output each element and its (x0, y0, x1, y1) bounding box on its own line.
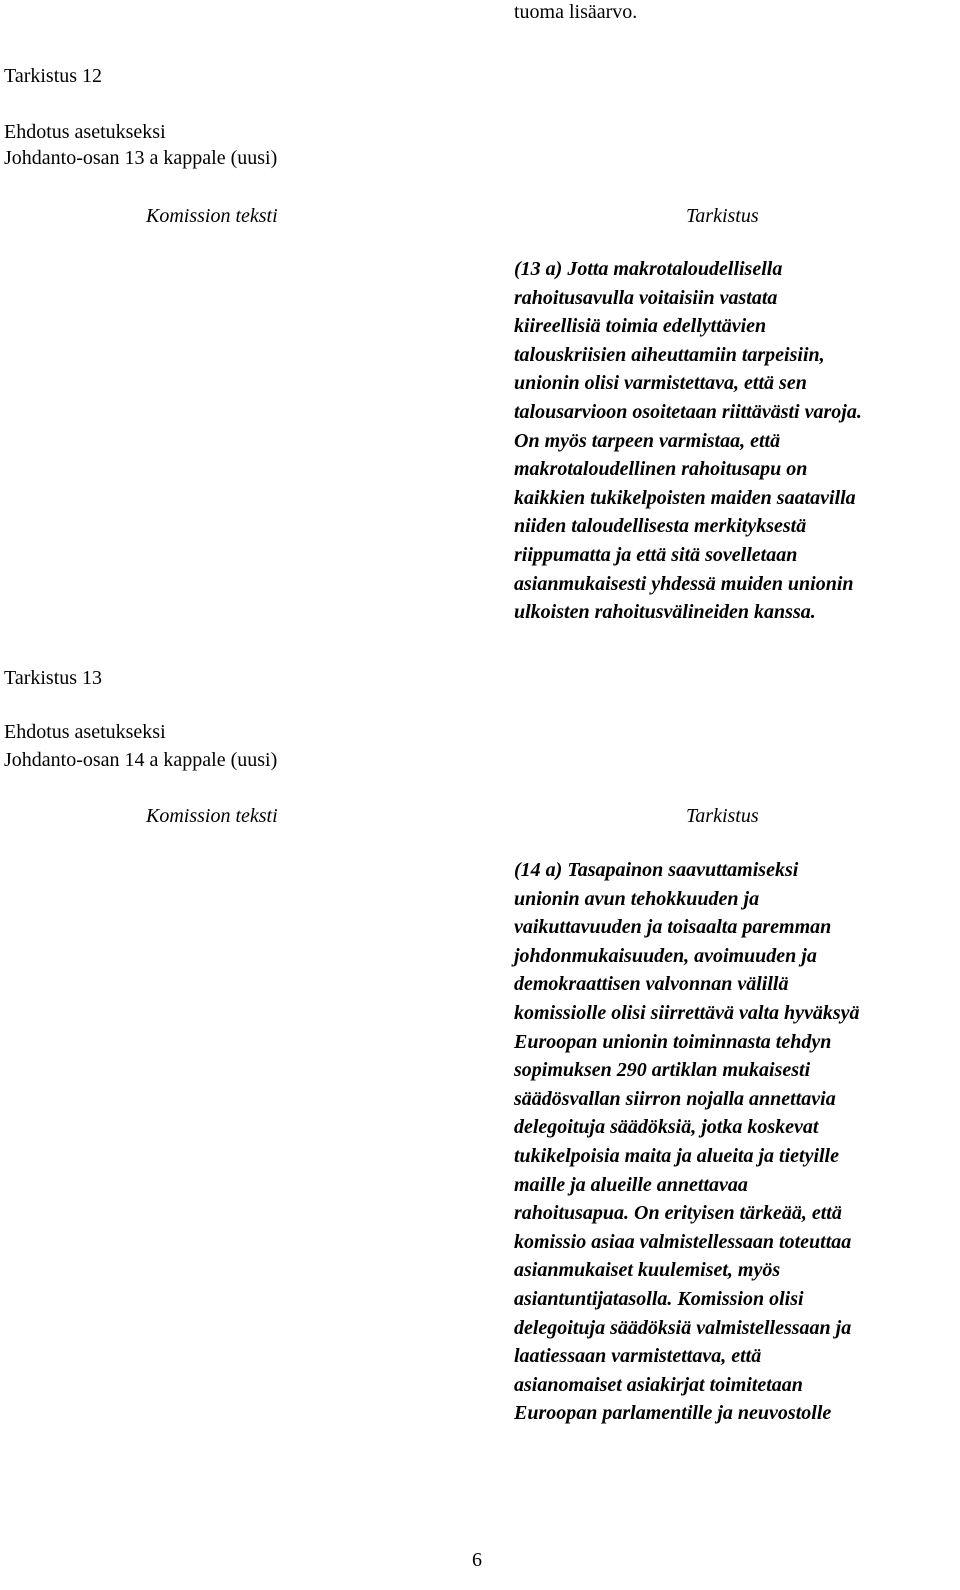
amendment-12-line: kiireellisiä toimia edellyttävien (514, 315, 767, 338)
amendment-13-amendment-header: Tarkistus (686, 805, 759, 827)
amendment-13-line: sopimuksen 290 artiklan mukaisesti (514, 1059, 811, 1082)
amendment-13-line: laatiessaan varmistettava, että (514, 1345, 762, 1368)
amendment-13-line: johdonmukaisuuden, avoimuuden ja (514, 944, 817, 967)
amendment-13-line: maille ja alueille annettavaa (514, 1173, 748, 1196)
amendment-12-line: talouskriisien aiheuttamiin tarpeisiin, (514, 343, 825, 366)
amendment-12-line: ulkoisten rahoitusvälineiden kanssa. (514, 601, 816, 624)
amendment-12-proposal: Ehdotus asetukseksi (4, 121, 166, 143)
amendment-12-reference: Johdanto-osan 13 a kappale (uusi) (4, 147, 278, 169)
amendment-13-line: (14 a) Tasapainon saavuttamiseksi (514, 859, 799, 881)
amendment-12-line: asianmukaisesti yhdessä muiden unionin (514, 572, 854, 595)
amendment-13-text (514, 856, 954, 1428)
amendment-13-line: säädösvallan siirron nojalla annettavia (514, 1087, 836, 1110)
amendment-12-line: riippumatta ja että sitä sovelletaan (514, 543, 798, 566)
amendment-12-line: rahoitusavulla voitaisiin vastata (514, 286, 778, 309)
amendment-12-line: talousarvioon osoitetaan riittävästi varoja. (514, 400, 862, 423)
amendment-12-text (514, 255, 954, 627)
amendment-13-line: asiantuntijatasolla. Komission olisi (514, 1287, 804, 1310)
amendment-13-line: asianomaiset asiakirjat toimitetaan (514, 1373, 803, 1396)
amendment-13-line: komissiolle olisi siirrettävä valta hyväksyä (514, 1001, 860, 1024)
amendment-13-line: tukikelpoisia maita ja alueita ja tietyille (514, 1144, 839, 1167)
amendment-13-line: delegoituja säädöksiä valmistellessaan ja (514, 1316, 852, 1339)
amendment-13-line: komissio asiaa valmistellessaan toteuttaa (514, 1230, 852, 1253)
amendment-13-proposal: Ehdotus asetukseksi (4, 721, 166, 743)
page-number: 6 (472, 1549, 482, 1571)
amendment-13-line: unionin avun tehokkuuden ja (514, 887, 760, 910)
amendment-13-line: demokraattisen valvonnan välillä (514, 973, 789, 996)
amendment-13-line: rahoitusapua. On erityisen tärkeää, että (514, 1202, 842, 1225)
amendment-12-commission-text-header: Komission teksti (146, 205, 278, 227)
amendment-12-line: (13 a) Jotta makrotaloudellisella (514, 258, 783, 280)
amendment-13-commission-text-header: Komission teksti (146, 805, 278, 827)
amendment-12-line: makrotaloudellinen rahoitusapu on (514, 458, 808, 481)
continuation-text: tuoma lisäarvo. (514, 1, 638, 23)
amendment-12-line: kaikkien tukikelpoisten maiden saatavilla (514, 486, 856, 509)
amendment-12-line: niiden taloudellisesta merkityksestä (514, 515, 807, 538)
amendment-13-line: delegoituja säädöksiä, jotka koskevat (514, 1116, 819, 1139)
amendment-13-title: Tarkistus 13 (4, 667, 103, 689)
amendment-12-amendment-header: Tarkistus (686, 205, 759, 227)
amendment-12-line: On myös tarpeen varmistaa, että (514, 429, 781, 452)
amendment-13-line: asianmukaiset kuulemiset, myös (514, 1259, 781, 1282)
amendment-13-line: Euroopan parlamentille ja neuvostolle (514, 1402, 832, 1425)
amendment-13-line: vaikuttavuuden ja toisaalta paremman (514, 916, 832, 939)
amendment-12-line: unionin olisi varmistettava, että sen (514, 372, 807, 395)
amendment-13-reference: Johdanto-osan 14 a kappale (uusi) (4, 749, 278, 771)
amendment-12-title: Tarkistus 12 (4, 65, 103, 87)
amendment-13-line: Euroopan unionin toiminnasta tehdyn (514, 1030, 832, 1053)
